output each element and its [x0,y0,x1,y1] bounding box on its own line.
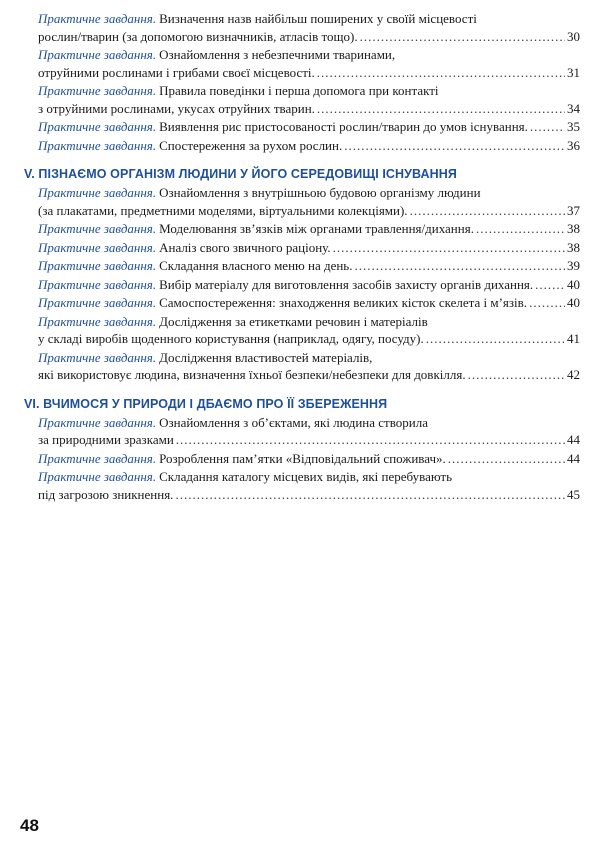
toc-entry-line [24,184,580,202]
entry-title: Вибір матеріалу для виготовлення засобів захисту органів дихання. [159,276,534,292]
entry-page: 30 [567,28,580,44]
task-prefix: Практичне завдання. [38,11,157,26]
toc-entry [24,220,580,238]
entry-title: за природними зразками [38,432,174,447]
toc-entry-line [24,118,580,136]
entry-title: у складі виробів щоденного користування (наприклад, одягу, посуду). [38,331,424,346]
dot-leader [317,100,565,118]
entry-title: Складання каталогу місцевих видів, які перебувають [159,469,453,484]
toc-entry [24,468,580,503]
dot-leader [529,294,565,312]
toc-entry-line [24,366,580,384]
entry-page: 35 [567,119,580,134]
task-prefix: Практичне завдання. [38,450,157,466]
toc-entry [24,46,580,81]
entry-title: під загрозою зникнення. [38,486,174,502]
dot-leader [355,257,566,275]
task-prefix: Практичне завдання. [38,185,157,200]
entry-page: 37 [567,202,580,218]
task-prefix: Практичне завдання. [38,47,157,62]
toc-entry [24,349,580,384]
toc-entry [24,118,580,136]
toc-entry [24,239,580,257]
entry-page: 31 [567,64,580,80]
dot-leader [410,202,565,220]
task-prefix: Практичне завдання. [38,221,157,236]
entry-page: 40 [567,276,580,292]
entry-title: Складання власного меню на день. [159,258,353,273]
toc-entry [24,294,580,312]
entry-page: 39 [567,258,580,273]
toc-entry-line [24,450,580,468]
toc-entry-line [24,137,580,155]
dot-leader [360,28,565,46]
entry-title: Виявлення рис пристосованості рослин/тварин до умов існування. [159,119,528,134]
entry-title: отруйними рослинами і грибами своєї місцевості. [38,64,315,80]
dot-leader [530,118,565,136]
task-prefix: Практичне завдання. [38,276,157,292]
entry-title: які використовує людина, визначення їхньої безпеки/небезпеки для довкілля. [38,367,466,382]
toc-entry [24,184,580,219]
entry-page: 36 [567,137,580,153]
toc-entry-line [24,468,580,486]
task-prefix: Практичне завдання. [38,313,157,329]
dot-leader [476,220,565,238]
toc-entry-line [24,82,580,100]
entry-title: Дослідження властивостей матеріалів, [159,349,373,365]
toc-entry-line [24,294,580,312]
entry-title: Моделювання зв’язків між органами травлення/дихання. [159,221,474,236]
entry-page: 44 [567,432,580,447]
toc-entry [24,257,580,275]
task-prefix: Практичне завдання. [38,119,157,134]
toc-entry-line [24,220,580,238]
entry-page: 38 [567,239,580,255]
entry-title: (за плакатами, предметними моделями, віртуальними колекціями). [38,202,408,218]
dot-leader [448,450,565,468]
toc-entry-line [24,349,580,367]
toc-entry-line [24,330,580,348]
entry-page: 45 [567,486,580,502]
dot-leader [426,330,565,348]
toc-entry [24,414,580,449]
entry-page: 44 [567,450,580,466]
toc-entry-line [24,276,580,294]
dot-leader [344,137,565,155]
section-heading: VI. ВЧИМОСЯ У ПРИРОДИ І ДБАЄМО ПРО ЇЇ ЗБЕРЕЖЕННЯ [24,396,388,411]
toc-entry-line [24,64,580,82]
toc-entry-line [24,10,580,28]
toc-entry-line [24,202,580,220]
entry-title: з отруйними рослинами, укусах отруйних тварин. [38,100,315,116]
toc-entry [24,450,580,468]
entry-page: 38 [567,221,580,236]
entry-title: Розроблення пам’ятки «Відповідальний споживач». [159,450,446,466]
entry-title: Ознайомлення з небезпечними тваринами, [159,47,396,62]
entry-title: Ознайомлення з об’єктами, які людина створила [159,414,428,430]
entry-title: Правила поведінки і перша допомога при контакті [159,83,439,98]
entry-title: Спостереження за рухом рослин. [159,137,343,153]
entry-title: Визначення назв найбільш поширених у своїй місцевості [159,11,477,26]
entry-title: Самоспостереження: знаходження великих кісток скелета і м’язів. [159,295,528,310]
entry-page: 42 [567,367,580,382]
page-number: 48 [20,816,39,835]
task-prefix: Практичне завдання. [38,258,157,273]
toc-entry-line [24,46,580,64]
entry-page: 41 [567,331,580,346]
toc-entry [24,82,580,117]
toc-entry-line [24,100,580,118]
task-prefix: Практичне завдання. [38,349,157,365]
entry-title: рослин/тварин (за допомогою визначників, атласів тощо). [38,28,358,44]
entry-page: 40 [567,295,580,310]
dot-leader [468,366,565,384]
task-prefix: Практичне завдання. [38,239,157,255]
toc-entry-line [24,28,580,46]
toc-entry-line [24,239,580,257]
dot-leader [175,486,565,504]
entry-title: Ознайомлення з внутрішньою будовою організму людини [159,185,481,200]
toc-entry-line [24,431,580,449]
task-prefix: Практичне завдання. [38,295,157,310]
task-prefix: Практичне завдання. [38,83,157,98]
section-heading: V. ПІЗНАЄМО ОРГАНІЗМ ЛЮДИНИ У ЙОГО СЕРЕДОВИЩІ ІСНУВАННЯ [24,167,458,181]
toc-entry-line [24,257,580,275]
toc-entry [24,10,580,45]
toc-entry-line [24,414,580,432]
task-prefix: Практичне завдання. [38,137,157,153]
toc-entry-line [24,313,580,331]
dot-leader [317,64,565,82]
dot-leader [535,276,565,294]
entry-page: 34 [567,100,580,116]
toc-entry [24,313,580,348]
dot-leader [333,239,565,257]
toc-entry-line [24,486,580,504]
task-prefix: Практичне завдання. [38,469,157,484]
table-of-contents [24,10,580,504]
toc-entry [24,276,580,294]
task-prefix: Практичне завдання. [38,414,157,430]
entry-title: Аналіз свого звичного раціону. [159,239,331,255]
entry-title: Дослідження за етикетками речовин і матеріалів [159,313,428,329]
dot-leader [176,431,565,449]
toc-entry [24,137,580,155]
